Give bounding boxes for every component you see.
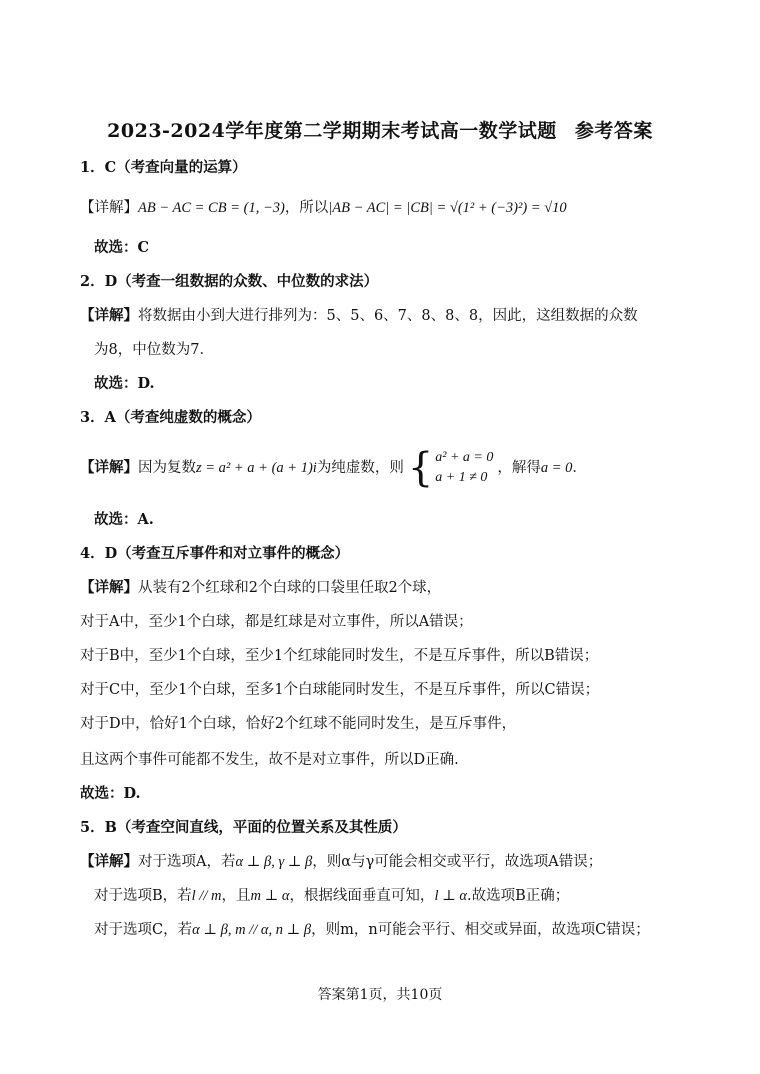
q1-vector-eq: AB − AC = CB = (1, −3)	[138, 200, 285, 216]
q5-detail-tag: 【详解】	[80, 853, 138, 870]
q3-sys-eq2: a + 1 ≠ 0	[435, 470, 488, 485]
q3-post: ，解得	[497, 460, 541, 476]
q4-line-e: 且这两个事件可能都不发生，故不是对立事件，所以D正确.	[80, 752, 459, 768]
q1-magnitude-eq: |AB − AC| = |CB| = √(1² + (−3)²) = √10	[328, 200, 567, 216]
q2-detail	[80, 306, 638, 326]
q5-option-b	[94, 886, 569, 906]
q3-pre: 因为复数	[138, 460, 196, 476]
q4-heading: 4．D（考查互斥事件和对立事件的概念）	[80, 545, 350, 562]
q3-sys-eq1: a² + a = 0	[435, 450, 494, 465]
q1-detail	[80, 198, 567, 218]
q5-opt-b-mid: ，且	[221, 888, 251, 904]
q4-detail-tag: 【详解】	[80, 579, 138, 596]
q2-detail-tag: 【详解】	[80, 307, 138, 324]
q5-opt-b-post: ，根据线面垂直可知，	[289, 888, 435, 904]
page-title	[0, 116, 760, 143]
q3-end: ．	[572, 460, 587, 476]
q1-mid-text: ，所以	[284, 200, 329, 216]
q5-opt-a-pre: 对于选项A，若	[138, 854, 236, 870]
q3-equation-system	[407, 445, 494, 491]
q3-solution: a = 0	[540, 460, 573, 476]
q5-option-c	[94, 920, 650, 940]
q4-line-b: 对于B中，至少1个白球，至少1个红球能同时发生，不是互斥事件，所以B错误；	[80, 648, 599, 664]
q5-opt-b-expr3: l ⊥ α	[434, 888, 467, 904]
left-brace-icon: {	[407, 445, 434, 491]
q2-detail-cont: 为8，中位数为7．	[94, 342, 214, 358]
q4-detail	[80, 578, 441, 598]
q3-expr: z = a² + a + (a + 1)i	[196, 460, 317, 476]
q5-opt-c-expr: α ⊥ β, m // α, n ⊥ β	[192, 922, 312, 938]
q5-opt-b-end: .故选项B正确；	[466, 888, 570, 904]
q3-answer: 故选：A.	[94, 511, 154, 528]
q5-opt-b-expr2: m ⊥ α	[250, 888, 290, 904]
q2-detail-text: 将数据由小到大进行排列为：5、5、6、7、8、8、8，因此，这组数据的众数	[138, 308, 638, 324]
q5-opt-a-expr: α ⊥ β, γ ⊥ β	[235, 854, 313, 870]
q3-mid: 为纯虚数，则	[316, 460, 404, 476]
q3-detail-tag: 【详解】	[80, 459, 138, 476]
q5-opt-b-pre: 对于选项B，若	[94, 888, 192, 904]
q1-answer: 故选：C	[94, 239, 150, 256]
q5-heading: 5．B（考查空间直线，平面的位置关系及其性质）	[80, 819, 407, 836]
q3-heading: 3．A（考查纯虚数的概念）	[80, 409, 261, 426]
q5-opt-c-post: ，则m，n可能会平行、相交或异面，故选项C错误；	[311, 922, 650, 938]
q3-detail	[80, 446, 587, 490]
title-main: 2023-2024学年度第二学期期末考试高一数学试题	[107, 120, 557, 142]
q1-detail-tag: 【详解】	[80, 200, 138, 216]
q5-opt-c-pre: 对于选项C，若	[94, 922, 193, 938]
q5-opt-b-expr: l // m	[191, 888, 222, 904]
q4-answer: 故选：D.	[80, 785, 141, 802]
q5-opt-a-post: ，则α与γ可能会相交或平行，故选项A错误；	[312, 854, 603, 870]
q1-heading: 1．C（考查向量的运算）	[80, 159, 247, 176]
q4-intro: 从装有2个红球和2个白球的口袋里任取2个球，	[138, 580, 442, 596]
title-suffix: 参考答案	[574, 120, 653, 142]
q2-heading: 2．D（考查一组数据的众数、中位数的求法）	[80, 273, 379, 290]
q4-line-c: 对于C中，至少1个白球，至多1个白球能同时发生，不是互斥事件，所以C错误；	[80, 682, 600, 698]
q5-option-a	[80, 852, 602, 872]
page-footer: 答案第1页，共10页	[317, 987, 443, 1003]
q4-line-a: 对于A中，至少1个白球，都是红球是对立事件，所以A错误；	[80, 614, 473, 630]
q2-answer: 故选：D.	[94, 375, 155, 392]
q4-line-d: 对于D中，恰好1个白球，恰好2个红球不能同时发生，是互斥事件，	[80, 716, 517, 732]
